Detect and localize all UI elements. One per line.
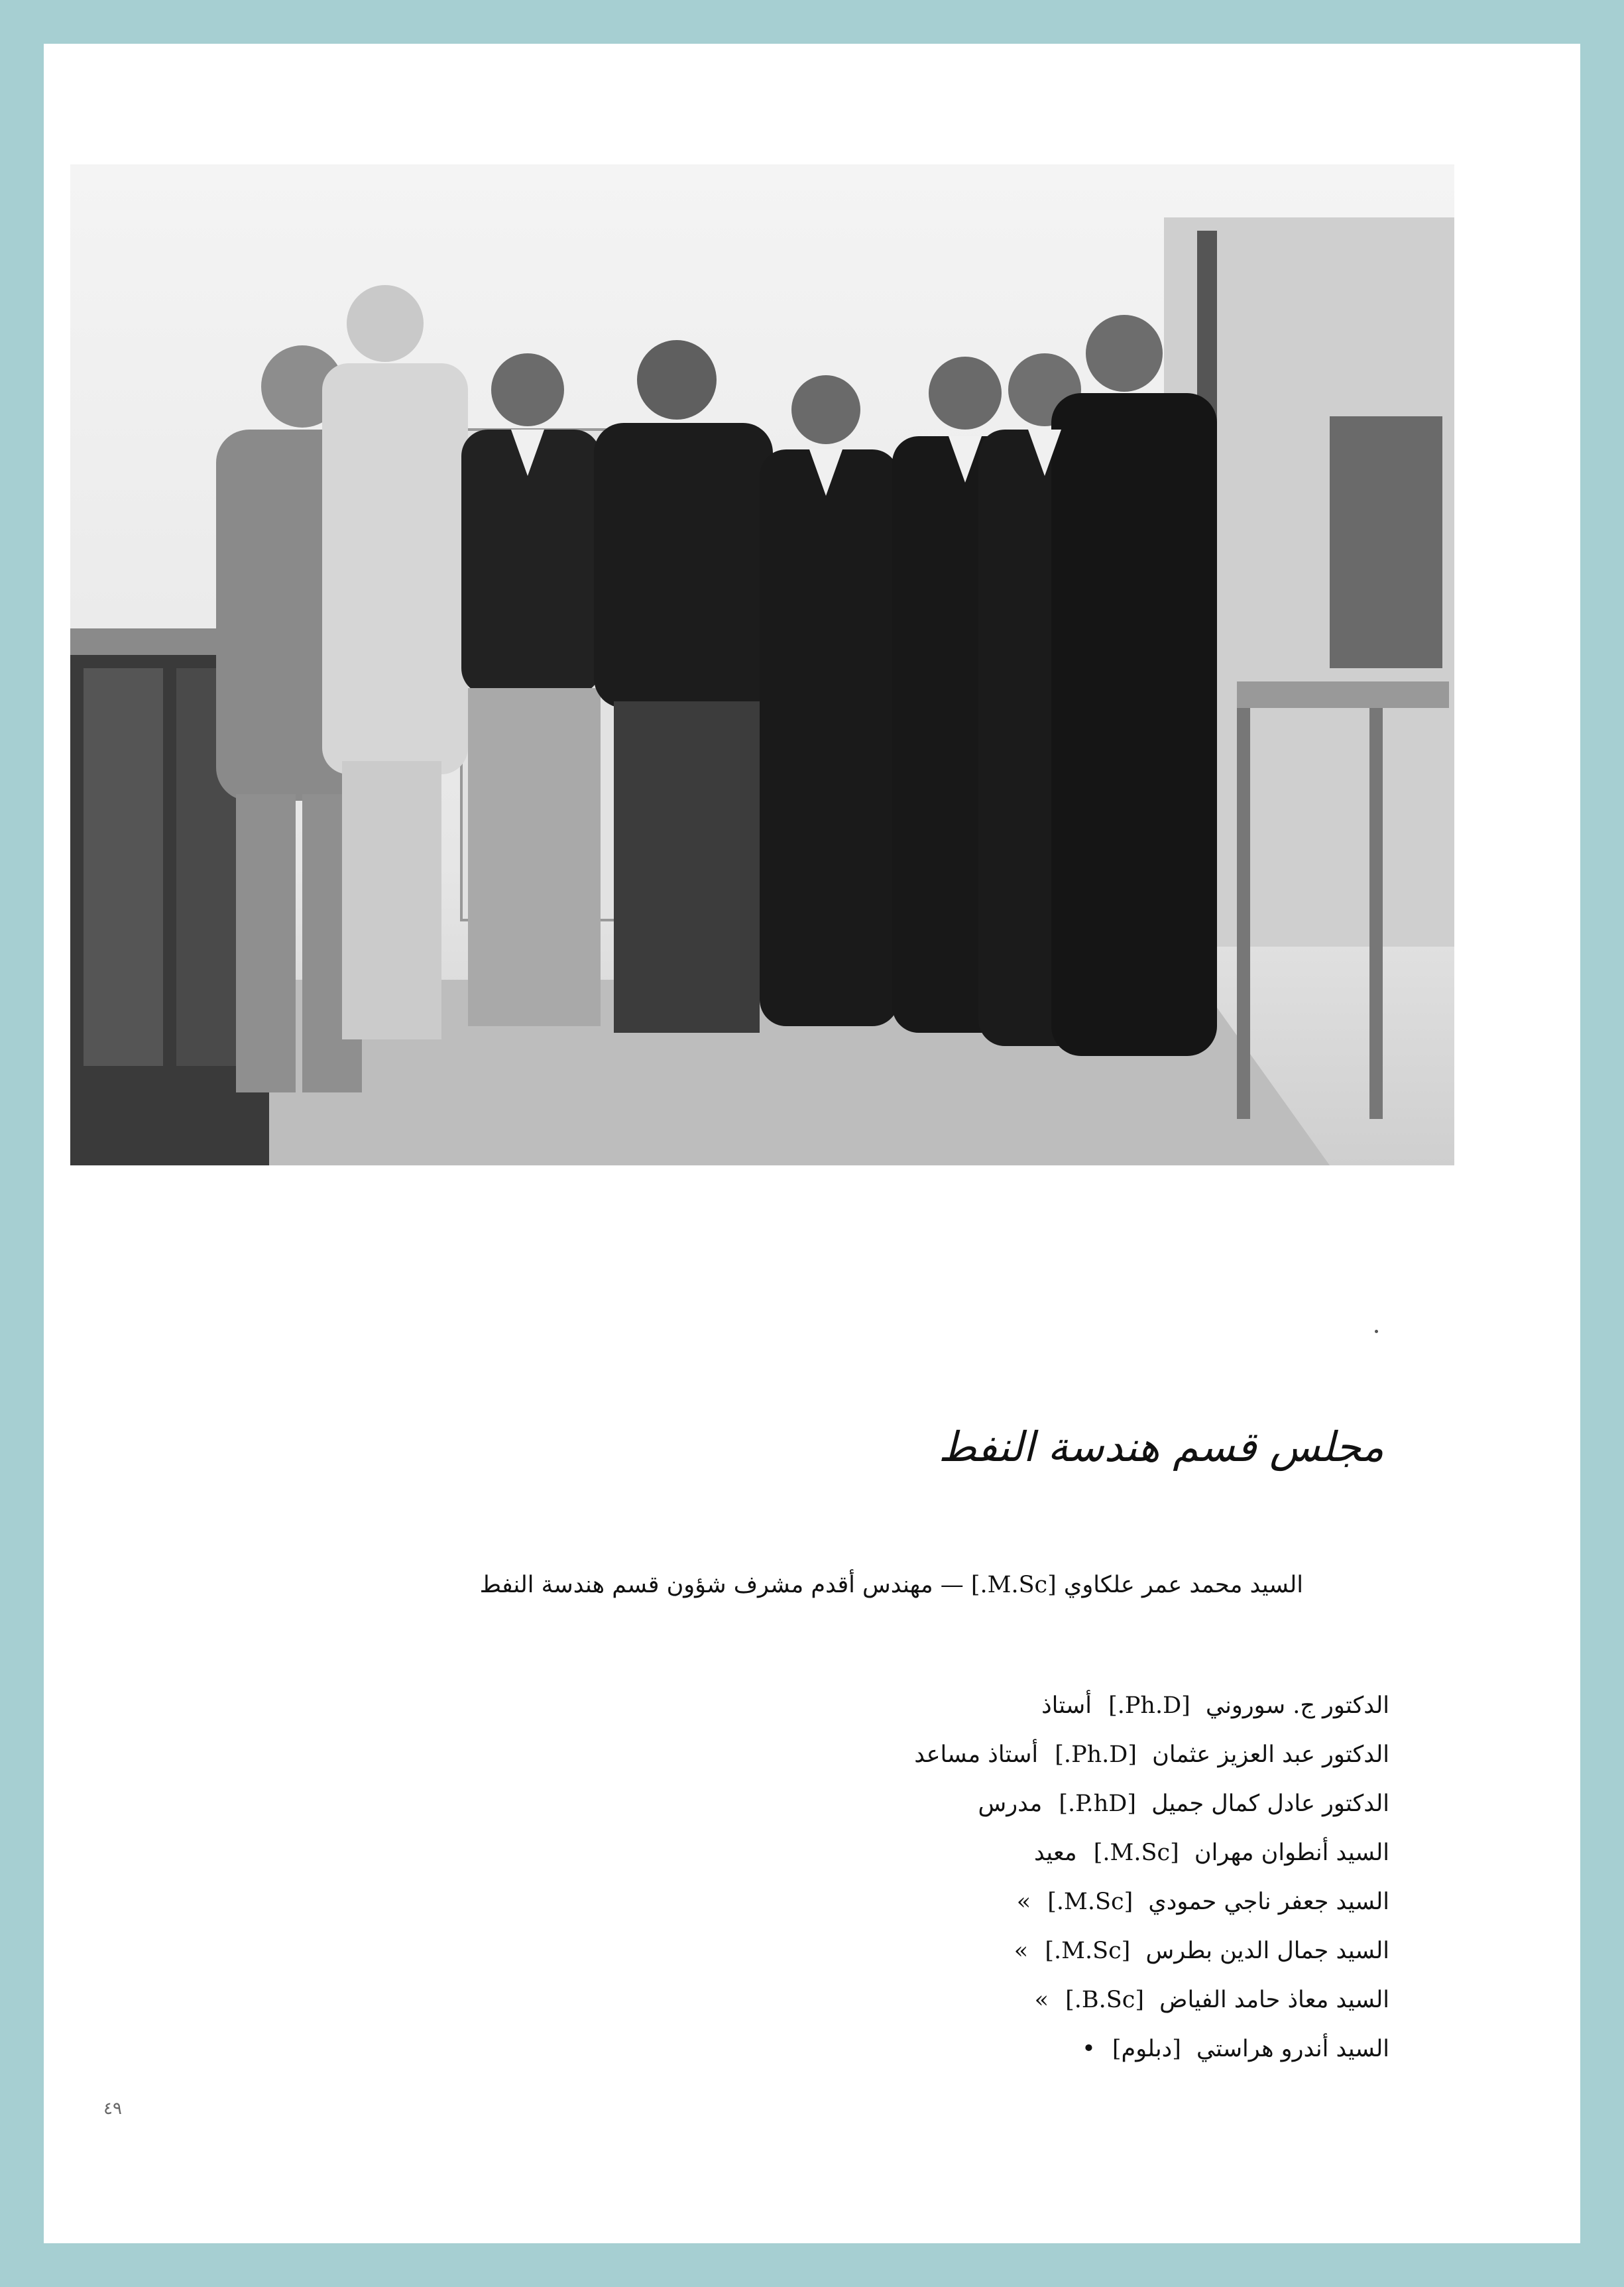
member-row [707,1975,1389,2024]
member-degree: [دبلوم] [1112,2036,1181,2062]
member-row [707,2024,1389,2074]
section-heading: مجلس قسم هندسة النفط [938,1423,1384,1471]
member-row [707,1828,1389,1877]
stray-dot [1375,1330,1378,1333]
member-degree: [Ph.D.] [1108,1692,1190,1719]
members-list [707,1681,1389,2074]
member-degree: [B.Sc.] [1065,1987,1144,2013]
member-title: معيد [1034,1840,1077,1866]
member-title: » [1016,1889,1031,1915]
member-title: أستاذ مساعد [914,1741,1039,1768]
department-head-line: السيد محمد عمر علكاوي [M.Sc.] — مهندس أقدم مشرف شؤون قسم هندسة النفط [479,1572,1303,1598]
member-degree: [M.Sc.] [1093,1840,1179,1866]
member-name: الدكتور ج. سوروني [1205,1692,1389,1719]
member-row [707,1877,1389,1926]
member-title: • [1082,2036,1096,2062]
group-photo [70,164,1454,1165]
member-row [707,1681,1389,1730]
member-title: مدرس [978,1790,1043,1817]
member-name: السيد أنطوان مهران [1194,1840,1389,1866]
member-title: » [1034,1987,1049,2013]
member-title: » [1014,1938,1029,1964]
member-degree: [P.hD.] [1059,1790,1137,1817]
member-degree: [M.Sc.] [1045,1938,1131,1964]
member-row [707,1779,1389,1828]
member-name: السيد جمال الدين بطرس [1145,1938,1389,1964]
member-name: السيد جعفر ناجي حمودي [1148,1889,1389,1915]
page-number: ٤٩ [103,2099,122,2119]
member-name: الدكتور عادل كمال جميل [1151,1790,1389,1817]
photo-illustration [70,164,1454,1165]
member-name: الدكتور عبد العزيز عثمان [1152,1741,1389,1768]
member-degree: [M.Sc.] [1047,1889,1133,1915]
member-row [707,1926,1389,1975]
member-title: أستاذ [1041,1692,1092,1719]
member-name: السيد أندرو هراستي [1196,2036,1389,2062]
member-row [707,1730,1389,1779]
member-name: السيد معاذ حامد الفياض [1159,1987,1389,2013]
member-degree: [Ph.D.] [1055,1741,1137,1768]
document-page [44,44,1580,2243]
